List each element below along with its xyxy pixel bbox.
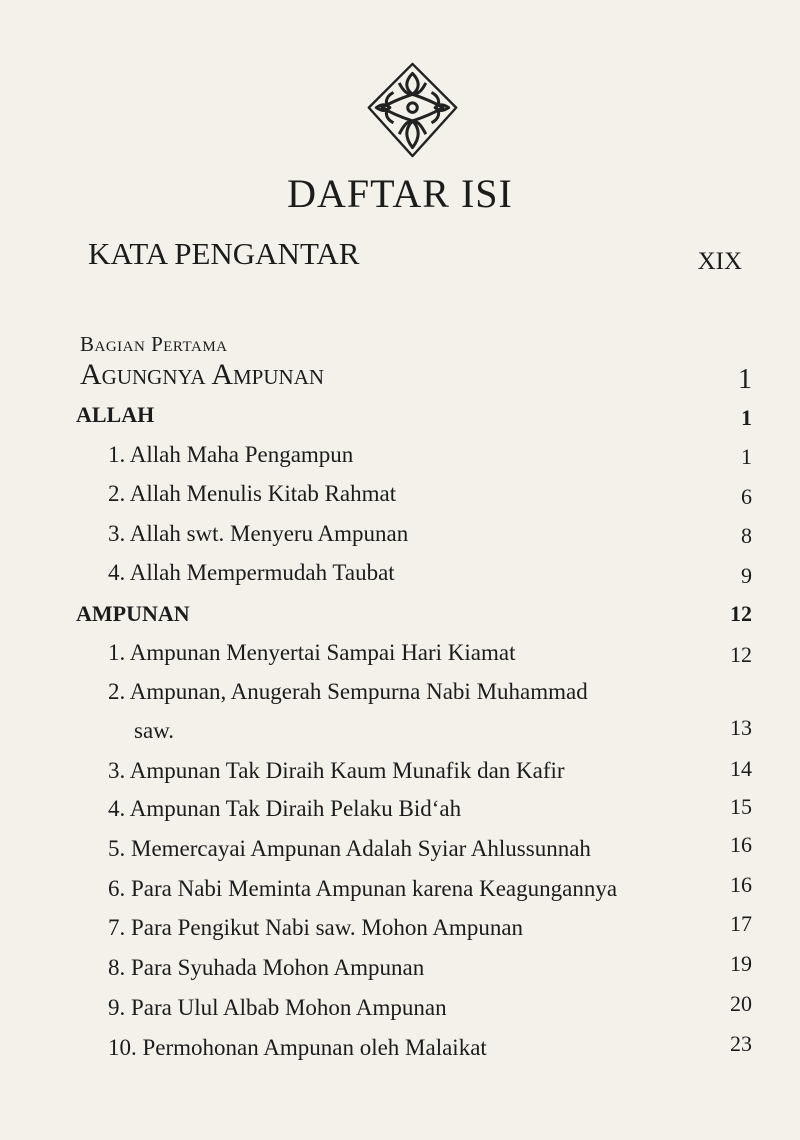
toc-entry-page: 17 — [730, 911, 752, 936]
section-heading: ALLAH — [76, 402, 155, 427]
section-page-number: 1 — [741, 405, 752, 430]
section-heading: AMPUNAN — [76, 601, 190, 626]
part-kicker: Bagian Pertama — [80, 332, 228, 356]
preface-label: KATA PENGANTAR — [88, 236, 360, 271]
toc-entry-page: 12 — [730, 642, 752, 667]
toc-entry: 4. Allah Mempermudah Taubat — [108, 560, 395, 585]
toc-entry: 2. Ampunan, Anugerah Sempurna Nabi Muhammad — [108, 679, 588, 704]
section-page-number: 12 — [730, 601, 752, 626]
toc-entry: 4. Ampunan Tak Diraih Pelaku Bid‘ah — [108, 796, 462, 821]
preface-page-number: XIX — [697, 248, 742, 275]
toc-entry: 7. Para Pengikut Nabi saw. Mohon Ampunan — [108, 915, 524, 940]
toc-entry: 8. Para Syuhada Mohon Ampunan — [108, 955, 425, 980]
toc-entry-page: 16 — [730, 872, 752, 897]
toc-entry: 2. Allah Menulis Kitab Rahmat — [108, 481, 397, 506]
page-title: DAFTAR ISI — [287, 171, 513, 216]
toc-entry-page: 19 — [730, 951, 752, 976]
toc-entry: 10. Permohonan Ampunan oleh Malaikat — [108, 1035, 487, 1060]
toc-entry: 3. Ampunan Tak Diraih Kaum Munafik dan Kafir — [108, 758, 565, 783]
toc-entry-page: 1 — [741, 444, 752, 469]
toc-entry-page: 15 — [730, 794, 752, 819]
toc-entry-page: 13 — [730, 715, 752, 740]
toc-entry-page: 23 — [730, 1031, 752, 1056]
toc-entry-page: 9 — [741, 563, 752, 588]
toc-entry: 5. Memercayai Ampunan Adalah Syiar Ahlussunnah — [108, 836, 591, 861]
toc-entry: 3. Allah swt. Menyeru Ampunan — [108, 521, 409, 546]
toc-entry: 1. Allah Maha Pengampun — [108, 442, 354, 467]
part-page-number: 1 — [738, 364, 752, 395]
part-title: Agungnya Ampunan — [80, 358, 325, 391]
toc-entry-page: 16 — [730, 832, 752, 857]
arabesque-ornament-icon — [365, 60, 460, 160]
toc-entry-page: 20 — [730, 991, 752, 1016]
toc-entry: 9. Para Ulul Albab Mohon Ampunan — [108, 995, 447, 1020]
toc-entry-page: 14 — [730, 756, 752, 781]
toc-entry: 1. Ampunan Menyertai Sampai Hari Kiamat — [108, 640, 516, 665]
toc-entry-continuation: saw. — [134, 718, 175, 743]
toc-entry: 6. Para Nabi Meminta Ampunan karena Keagungannya — [108, 876, 618, 901]
toc-entry-page: 8 — [741, 523, 752, 548]
toc-entry-page: 6 — [741, 484, 752, 509]
